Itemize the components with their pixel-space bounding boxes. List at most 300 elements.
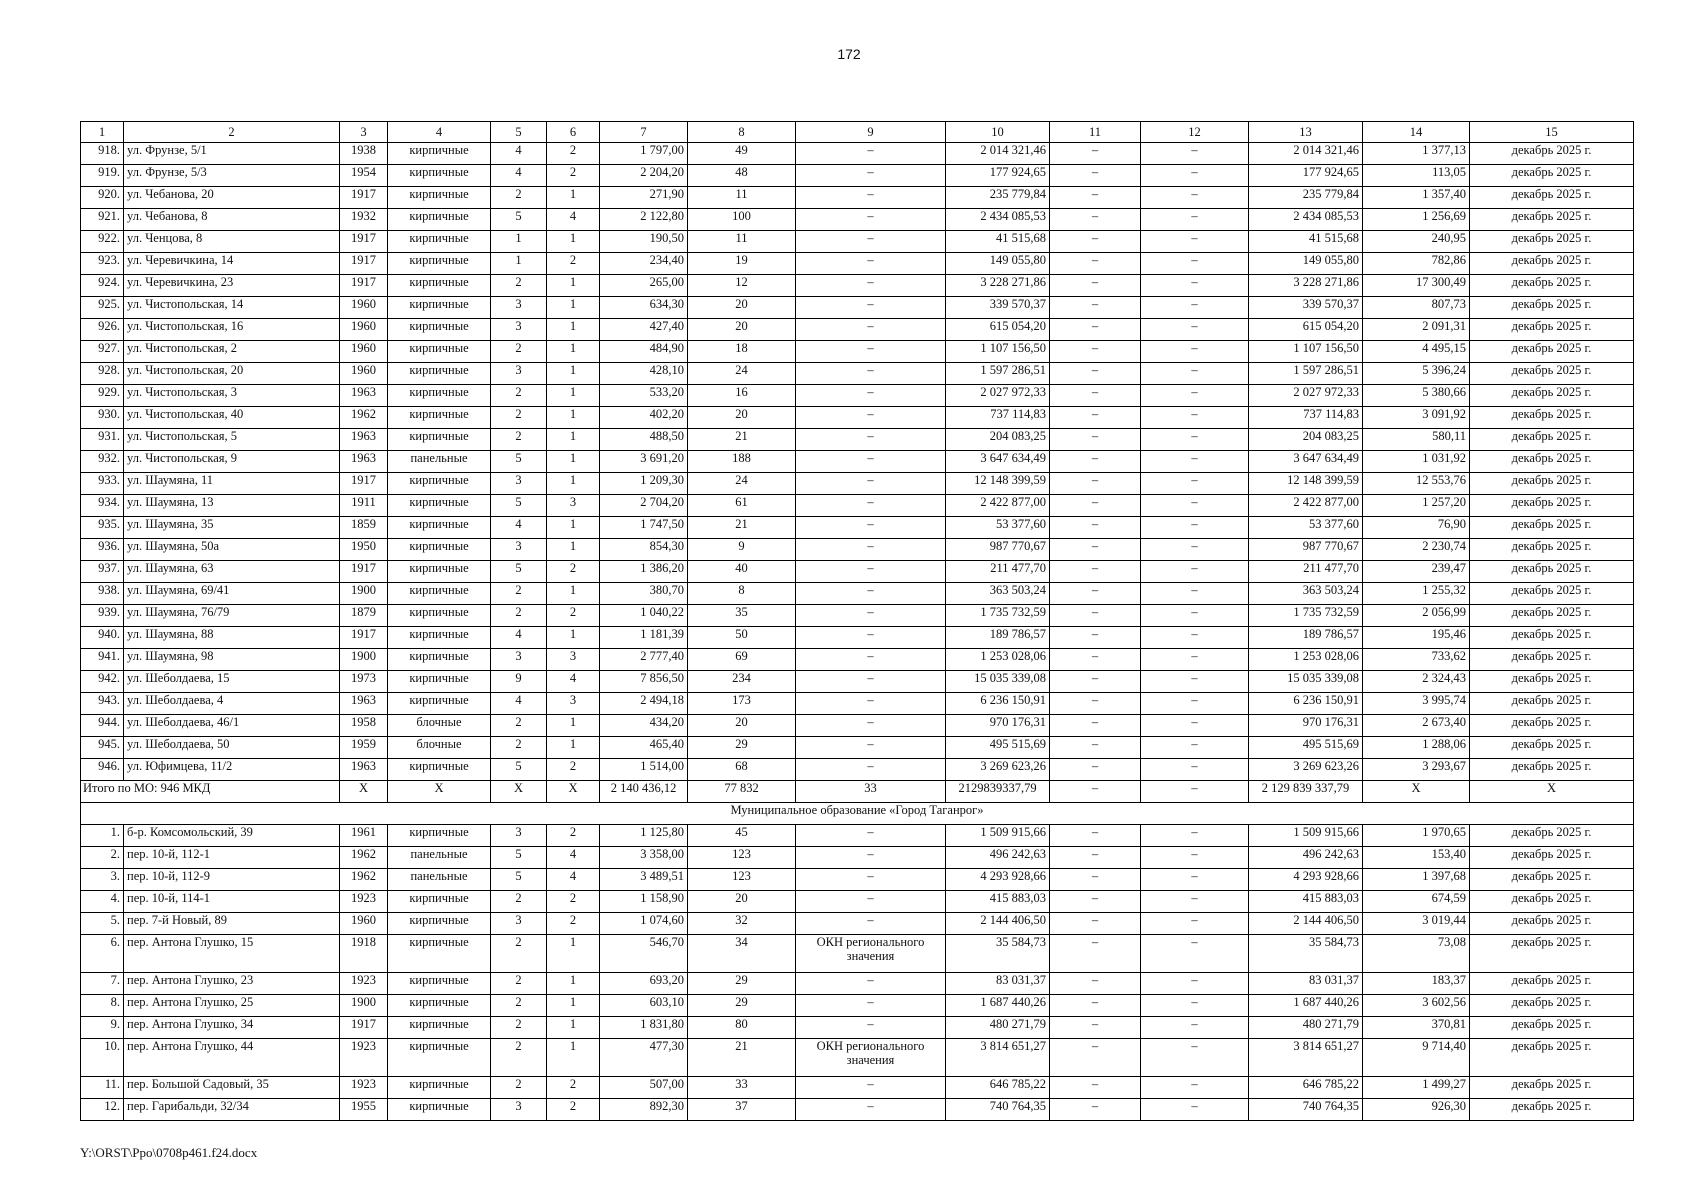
cell-year-built: 1960 [340,319,388,341]
cell-col-12: – [1141,539,1249,561]
cell-entrances: 3 [547,693,600,715]
total-cell: 33 [796,781,946,803]
cell-row-number: 930. [81,407,124,429]
cell-col-11: – [1050,143,1141,165]
cell-heritage-status: – [796,583,946,605]
column-header: 14 [1363,122,1470,143]
cell-total-cost: 740 764,35 [1249,1099,1363,1121]
table-row [81,891,1634,913]
cell-total-cost: 177 924,65 [1249,165,1363,187]
cell-entrances: 2 [547,891,600,913]
cell-col-12: – [1141,407,1249,429]
cell-entrances: 1 [547,973,600,995]
cell-heritage-status: – [796,451,946,473]
cell-deadline: декабрь 2025 г. [1470,973,1634,995]
cell-cost-per-sqm: 2 091,31 [1363,319,1470,341]
cell-total-cost: 339 570,37 [1249,297,1363,319]
cell-heritage-status: – [796,995,946,1017]
file-path-footer: Y:\ORST\Ppo\0708p461.f24.docx [80,1145,258,1160]
column-header: 15 [1470,122,1634,143]
cell-address: ул. Шаумяна, 11 [124,473,340,495]
cell-heritage-status: – [796,253,946,275]
cell-row-number: 945. [81,737,124,759]
section-title: Муниципальное образование «Город Таганрог» [81,803,1634,825]
cell-cost: 415 883,03 [946,891,1050,913]
cell-residents: 234 [688,671,796,693]
cell-heritage-status: – [796,759,946,781]
cell-col-12: – [1141,429,1249,451]
cell-area: 1 125,80 [600,825,688,847]
cell-row-number: 934. [81,495,124,517]
cell-residents: 24 [688,473,796,495]
cell-year-built: 1955 [340,1099,388,1121]
cell-year-built: 1911 [340,495,388,517]
cell-heritage-status: – [796,341,946,363]
cell-floors: 3 [491,825,547,847]
cell-col-11: – [1050,539,1141,561]
cell-row-number: 946. [81,759,124,781]
cell-total-cost: 41 515,68 [1249,231,1363,253]
cell-deadline: декабрь 2025 г. [1470,187,1634,209]
cell-deadline: декабрь 2025 г. [1470,1039,1634,1077]
cell-area: 546,70 [600,935,688,973]
cell-residents: 20 [688,715,796,737]
cell-cost-per-sqm: 76,90 [1363,517,1470,539]
cell-address: ул. Чистопольская, 9 [124,451,340,473]
cell-col-12: – [1141,973,1249,995]
cell-residents: 19 [688,253,796,275]
cell-col-12: – [1141,627,1249,649]
cell-col-11: – [1050,1017,1141,1039]
cell-address: ул. Шеболдаева, 50 [124,737,340,759]
cell-heritage-status: – [796,429,946,451]
cell-address: ул. Ченцова, 8 [124,231,340,253]
cell-wall-material: кирпичные [388,759,491,781]
cell-floors: 5 [491,759,547,781]
cell-entrances: 1 [547,995,600,1017]
table-row [81,1099,1634,1121]
cell-area: 2 704,20 [600,495,688,517]
cell-cost: 3 269 623,26 [946,759,1050,781]
cell-entrances: 3 [547,495,600,517]
cell-cost-per-sqm: 1 255,32 [1363,583,1470,605]
cell-residents: 48 [688,165,796,187]
cell-residents: 20 [688,891,796,913]
table-row [81,341,1634,363]
cell-col-11: – [1050,209,1141,231]
cell-total-cost: 1 107 156,50 [1249,341,1363,363]
table-row [81,847,1634,869]
cell-year-built: 1900 [340,583,388,605]
cell-wall-material: кирпичные [388,319,491,341]
cell-floors: 5 [491,869,547,891]
cell-area: 2 777,40 [600,649,688,671]
cell-residents: 33 [688,1077,796,1099]
cell-address: пер. 10-й, 112-9 [124,869,340,891]
cell-row-number: 6. [81,935,124,973]
cell-deadline: декабрь 2025 г. [1470,341,1634,363]
cell-residents: 8 [688,583,796,605]
cell-area: 1 386,20 [600,561,688,583]
cell-heritage-status: – [796,671,946,693]
cell-row-number: 8. [81,995,124,1017]
cell-cost-per-sqm: 153,40 [1363,847,1470,869]
total-cell: 2129839337,79 [946,781,1050,803]
cell-address: ул. Юфимцева, 11/2 [124,759,340,781]
column-header: 10 [946,122,1050,143]
cell-floors: 3 [491,473,547,495]
cell-area: 1 831,80 [600,1017,688,1039]
cell-col-11: – [1050,1039,1141,1077]
cell-col-12: – [1141,825,1249,847]
cell-year-built: 1959 [340,737,388,759]
cell-wall-material: кирпичные [388,165,491,187]
cell-address: ул. Шаумяна, 69/41 [124,583,340,605]
cell-total-cost: 970 176,31 [1249,715,1363,737]
cell-entrances: 4 [547,847,600,869]
cell-total-cost: 235 779,84 [1249,187,1363,209]
cell-address: пер. Гарибальди, 32/34 [124,1099,340,1121]
cell-floors: 2 [491,935,547,973]
cell-total-cost: 415 883,03 [1249,891,1363,913]
cell-address: ул. Чебанова, 20 [124,187,340,209]
cell-cost: 987 770,67 [946,539,1050,561]
cell-cost: 2 027 972,33 [946,385,1050,407]
cell-wall-material: кирпичные [388,561,491,583]
cell-address: пер. Антона Глушко, 44 [124,1039,340,1077]
cell-heritage-status: – [796,1077,946,1099]
cell-cost: 2 434 085,53 [946,209,1050,231]
cell-col-11: – [1050,297,1141,319]
cell-total-cost: 4 293 928,66 [1249,869,1363,891]
cell-cost: 35 584,73 [946,935,1050,973]
cell-area: 1 209,30 [600,473,688,495]
cell-wall-material: кирпичные [388,995,491,1017]
cell-year-built: 1961 [340,825,388,847]
cell-area: 402,20 [600,407,688,429]
cell-cost-per-sqm: 2 230,74 [1363,539,1470,561]
table-row [81,275,1634,297]
cell-total-cost: 615 054,20 [1249,319,1363,341]
table-row [81,1077,1634,1099]
cell-address: ул. Чистопольская, 5 [124,429,340,451]
cell-floors: 5 [491,561,547,583]
cell-heritage-status: – [796,275,946,297]
cell-total-cost: 737 114,83 [1249,407,1363,429]
cell-wall-material: кирпичные [388,143,491,165]
cell-cost-per-sqm: 5 396,24 [1363,363,1470,385]
cell-row-number: 938. [81,583,124,605]
cell-area: 2 494,18 [600,693,688,715]
cell-cost: 2 422 877,00 [946,495,1050,517]
cell-floors: 3 [491,649,547,671]
cell-col-12: – [1141,341,1249,363]
cell-year-built: 1962 [340,847,388,869]
cell-col-11: – [1050,1077,1141,1099]
cell-deadline: декабрь 2025 г. [1470,913,1634,935]
cell-total-cost: 1 253 028,06 [1249,649,1363,671]
cell-entrances: 2 [547,165,600,187]
cell-col-12: – [1141,319,1249,341]
cell-cost-per-sqm: 2 056,99 [1363,605,1470,627]
cell-year-built: 1962 [340,869,388,891]
table-row [81,825,1634,847]
cell-area: 3 358,00 [600,847,688,869]
cell-col-11: – [1050,605,1141,627]
cell-address: ул. Чистопольская, 20 [124,363,340,385]
cell-address: пер. Большой Садовый, 35 [124,1077,340,1099]
cell-col-12: – [1141,891,1249,913]
cell-year-built: 1900 [340,649,388,671]
cell-area: 693,20 [600,973,688,995]
table-row [81,583,1634,605]
cell-area: 1 158,90 [600,891,688,913]
cell-cost: 83 031,37 [946,973,1050,995]
cell-year-built: 1923 [340,891,388,913]
cell-wall-material: панельные [388,869,491,891]
cell-heritage-status: – [796,649,946,671]
cell-cost-per-sqm: 1 397,68 [1363,869,1470,891]
cell-heritage-status: – [796,715,946,737]
cell-heritage-status: – [796,561,946,583]
cell-row-number: 942. [81,671,124,693]
cell-row-number: 943. [81,693,124,715]
cell-cost-per-sqm: 674,59 [1363,891,1470,913]
cell-year-built: 1960 [340,297,388,319]
cell-floors: 5 [491,451,547,473]
cell-wall-material: кирпичные [388,297,491,319]
cell-col-11: – [1050,973,1141,995]
cell-entrances: 2 [547,825,600,847]
cell-wall-material: кирпичные [388,1039,491,1077]
cell-deadline: декабрь 2025 г. [1470,363,1634,385]
cell-address: ул. Черевичкина, 14 [124,253,340,275]
cell-residents: 80 [688,1017,796,1039]
cell-entrances: 1 [547,473,600,495]
cell-year-built: 1917 [340,627,388,649]
housing-register-table [80,121,1634,1121]
cell-wall-material: блочные [388,737,491,759]
cell-row-number: 10. [81,1039,124,1077]
cell-deadline: декабрь 2025 г. [1470,231,1634,253]
cell-col-11: – [1050,847,1141,869]
cell-residents: 45 [688,825,796,847]
cell-total-cost: 189 786,57 [1249,627,1363,649]
cell-heritage-status: – [796,209,946,231]
cell-cost-per-sqm: 733,62 [1363,649,1470,671]
table-row [81,561,1634,583]
cell-col-12: – [1141,1099,1249,1121]
cell-area: 533,20 [600,385,688,407]
cell-deadline: декабрь 2025 г. [1470,539,1634,561]
cell-heritage-status: – [796,231,946,253]
cell-wall-material: кирпичные [388,649,491,671]
cell-total-cost: 15 035 339,08 [1249,671,1363,693]
cell-residents: 173 [688,693,796,715]
table-row [81,973,1634,995]
cell-wall-material: кирпичные [388,539,491,561]
cell-total-cost: 2 144 406,50 [1249,913,1363,935]
cell-floors: 4 [491,627,547,649]
column-header: 2 [124,122,340,143]
cell-cost-per-sqm: 3 293,67 [1363,759,1470,781]
cell-cost-per-sqm: 3 995,74 [1363,693,1470,715]
cell-year-built: 1958 [340,715,388,737]
cell-deadline: декабрь 2025 г. [1470,495,1634,517]
cell-cost-per-sqm: 1 970,65 [1363,825,1470,847]
cell-cost: 1 597 286,51 [946,363,1050,385]
cell-floors: 5 [491,495,547,517]
cell-residents: 29 [688,737,796,759]
cell-residents: 40 [688,561,796,583]
cell-entrances: 4 [547,671,600,693]
cell-col-12: – [1141,561,1249,583]
cell-address: пер. 10-й, 112-1 [124,847,340,869]
table-row [81,1039,1634,1077]
cell-col-11: – [1050,935,1141,973]
cell-entrances: 1 [547,341,600,363]
cell-year-built: 1963 [340,385,388,407]
total-cell: X [388,781,491,803]
cell-residents: 11 [688,231,796,253]
cell-wall-material: кирпичные [388,517,491,539]
cell-total-cost: 35 584,73 [1249,935,1363,973]
cell-year-built: 1917 [340,561,388,583]
cell-col-12: – [1141,253,1249,275]
cell-entrances: 2 [547,1099,600,1121]
cell-row-number: 937. [81,561,124,583]
cell-heritage-status: – [796,973,946,995]
cell-floors: 2 [491,1017,547,1039]
cell-residents: 69 [688,649,796,671]
cell-cost: 15 035 339,08 [946,671,1050,693]
cell-wall-material: кирпичные [388,363,491,385]
cell-floors: 2 [491,583,547,605]
cell-cost: 211 477,70 [946,561,1050,583]
cell-area: 477,30 [600,1039,688,1077]
cell-deadline: декабрь 2025 г. [1470,605,1634,627]
cell-cost-per-sqm: 183,37 [1363,973,1470,995]
cell-entrances: 2 [547,605,600,627]
cell-total-cost: 6 236 150,91 [1249,693,1363,715]
cell-residents: 11 [688,187,796,209]
cell-floors: 2 [491,275,547,297]
cell-col-12: – [1141,995,1249,1017]
cell-total-cost: 1 687 440,26 [1249,995,1363,1017]
cell-deadline: декабрь 2025 г. [1470,869,1634,891]
cell-cost: 2 144 406,50 [946,913,1050,935]
cell-cost-per-sqm: 12 553,76 [1363,473,1470,495]
cell-year-built: 1917 [340,275,388,297]
cell-cost: 53 377,60 [946,517,1050,539]
cell-address: ул. Шаумяна, 98 [124,649,340,671]
cell-col-12: – [1141,165,1249,187]
cell-year-built: 1923 [340,973,388,995]
table-row [81,605,1634,627]
cell-cost: 646 785,22 [946,1077,1050,1099]
table-row [81,913,1634,935]
cell-deadline: декабрь 2025 г. [1470,209,1634,231]
cell-area: 488,50 [600,429,688,451]
cell-heritage-status: – [796,473,946,495]
table-row [81,715,1634,737]
cell-heritage-status: ОКН регионального значения [796,935,946,973]
cell-address: пер. Антона Глушко, 34 [124,1017,340,1039]
cell-row-number: 940. [81,627,124,649]
cell-col-11: – [1050,253,1141,275]
cell-heritage-status: – [796,913,946,935]
cell-address: ул. Фрунзе, 5/1 [124,143,340,165]
cell-address: ул. Шеболдаева, 4 [124,693,340,715]
cell-heritage-status: – [796,363,946,385]
cell-floors: 2 [491,737,547,759]
cell-col-12: – [1141,1017,1249,1039]
cell-heritage-status: – [796,517,946,539]
total-cell: 2 129 839 337,79 [1249,781,1363,803]
cell-total-cost: 2 434 085,53 [1249,209,1363,231]
cell-year-built: 1917 [340,231,388,253]
cell-row-number: 922. [81,231,124,253]
cell-year-built: 1932 [340,209,388,231]
cell-year-built: 1963 [340,693,388,715]
cell-deadline: декабрь 2025 г. [1470,759,1634,781]
cell-deadline: декабрь 2025 г. [1470,737,1634,759]
cell-entrances: 1 [547,297,600,319]
cell-total-cost: 2 422 877,00 [1249,495,1363,517]
cell-residents: 18 [688,341,796,363]
cell-residents: 20 [688,297,796,319]
cell-wall-material: кирпичные [388,973,491,995]
cell-row-number: 939. [81,605,124,627]
cell-entrances: 2 [547,759,600,781]
cell-heritage-status: – [796,385,946,407]
cell-col-11: – [1050,627,1141,649]
cell-deadline: декабрь 2025 г. [1470,649,1634,671]
cell-entrances: 4 [547,209,600,231]
cell-entrances: 1 [547,517,600,539]
cell-deadline: декабрь 2025 г. [1470,1077,1634,1099]
cell-address: ул. Шеболдаева, 46/1 [124,715,340,737]
cell-wall-material: панельные [388,451,491,473]
cell-col-12: – [1141,913,1249,935]
cell-year-built: 1923 [340,1039,388,1077]
cell-col-12: – [1141,517,1249,539]
cell-entrances: 2 [547,561,600,583]
cell-cost: 615 054,20 [946,319,1050,341]
cell-entrances: 1 [547,737,600,759]
cell-total-cost: 211 477,70 [1249,561,1363,583]
cell-cost-per-sqm: 370,81 [1363,1017,1470,1039]
cell-col-12: – [1141,363,1249,385]
table-row [81,737,1634,759]
cell-address: ул. Шаумяна, 50а [124,539,340,561]
cell-year-built: 1917 [340,1017,388,1039]
cell-col-11: – [1050,869,1141,891]
cell-area: 380,70 [600,583,688,605]
cell-cost: 480 271,79 [946,1017,1050,1039]
cell-heritage-status: ОКН регионального значения [796,1039,946,1077]
table-row [81,649,1634,671]
cell-row-number: 941. [81,649,124,671]
cell-cost-per-sqm: 73,08 [1363,935,1470,973]
table-row [81,165,1634,187]
cell-wall-material: кирпичные [388,671,491,693]
cell-residents: 68 [688,759,796,781]
cell-wall-material: блочные [388,715,491,737]
cell-deadline: декабрь 2025 г. [1470,847,1634,869]
cell-col-11: – [1050,583,1141,605]
cell-wall-material: кирпичные [388,275,491,297]
